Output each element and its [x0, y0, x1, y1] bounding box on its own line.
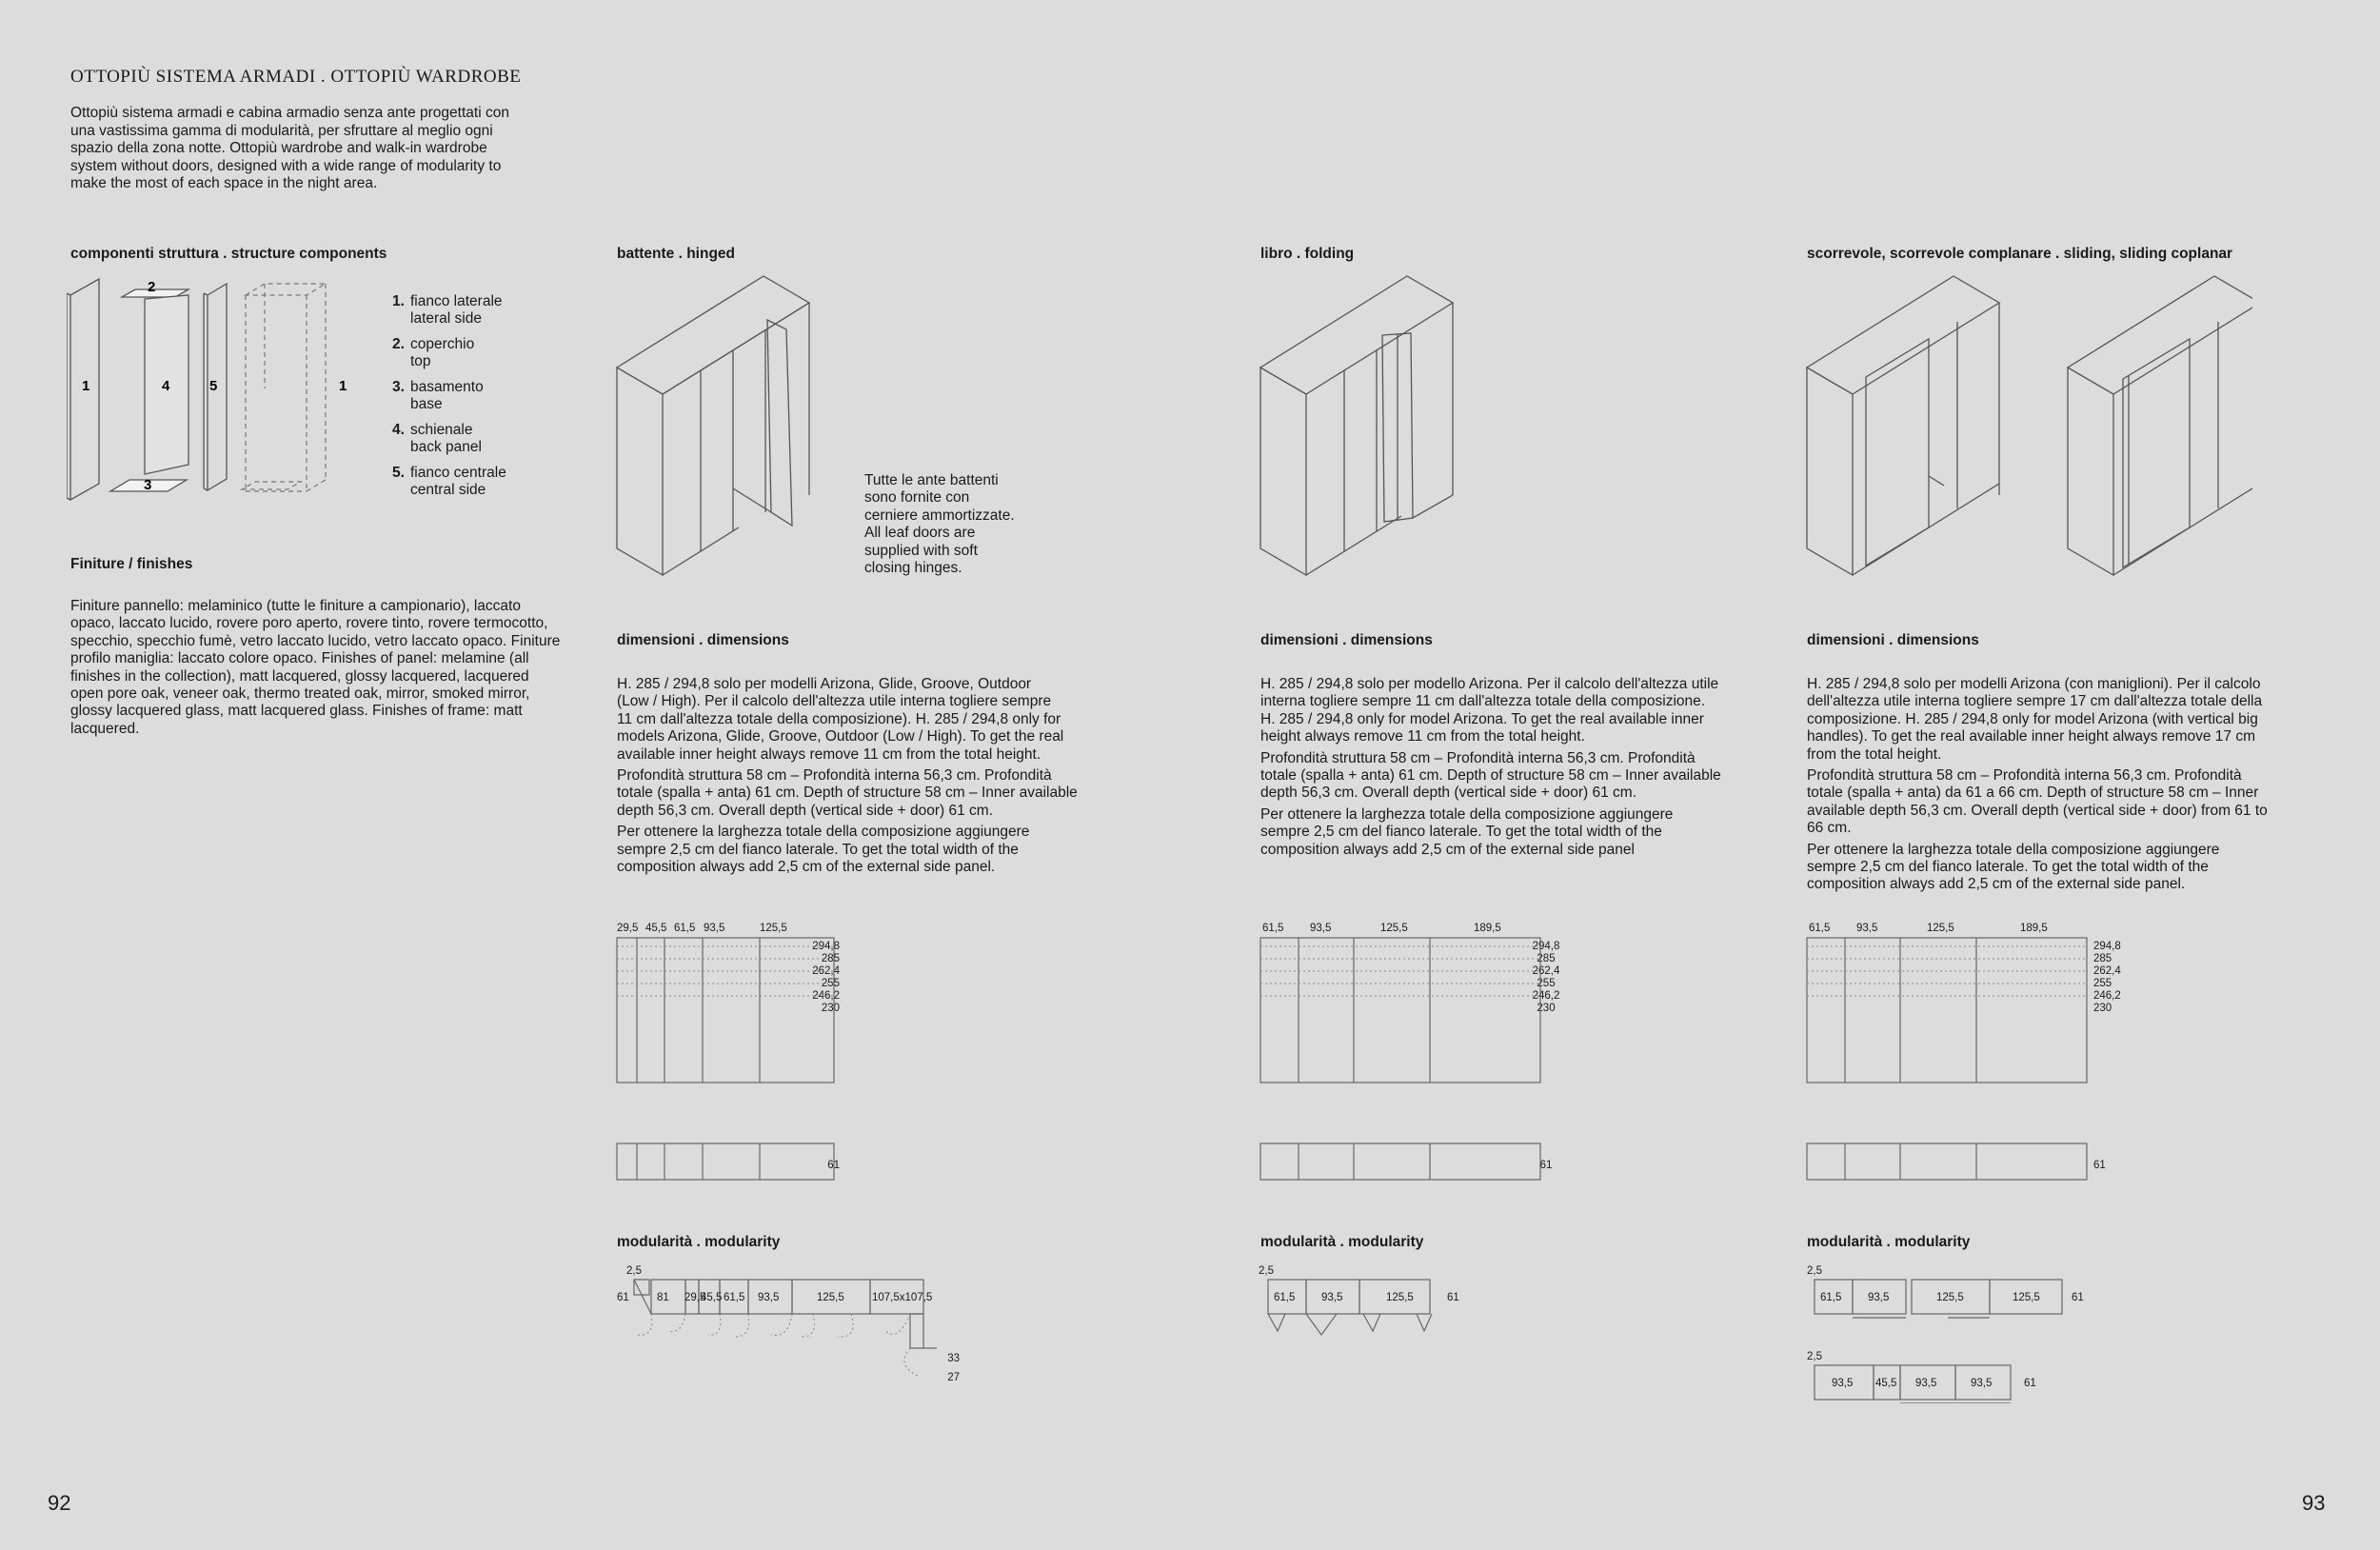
- depth-label: 61: [1539, 1160, 1553, 1171]
- sliding-heading: scorrevole, scorrevole complanare . sliding, sliding coplanar: [1807, 246, 2233, 262]
- height-label: 255: [2093, 978, 2112, 989]
- legend-item: 4. schienale back panel: [392, 422, 482, 455]
- intro-text: Ottopiù sistema armadi e cabina armadio senza ante progettati con una vastissima gamma di modularità, per sfruttare al meglio ogni spazio della zona notte. Ottopiù wardrobe and walk-in wardrobe system without doors, designed with a wide range of modularity to make the most of each space in the night area.: [70, 105, 509, 192]
- height-label: 230: [2093, 1003, 2112, 1014]
- height-label: 255: [821, 978, 840, 989]
- sliding-elevation-diagram: [1805, 917, 2148, 1188]
- mod-label: 61,5: [1274, 1292, 1296, 1303]
- height-label: 294,8: [1532, 941, 1560, 952]
- mod-label: 61,5: [724, 1292, 745, 1303]
- mod-label: 2,5: [1807, 1351, 1822, 1362]
- label-4: 4: [162, 378, 170, 394]
- mod-label: 61,5: [1820, 1292, 1842, 1303]
- label-3: 3: [144, 477, 152, 493]
- mod-label: 2,5: [1807, 1265, 1822, 1277]
- width-label: 61,5: [674, 923, 696, 934]
- structure-legend: [392, 293, 506, 507]
- mod-label: 107,5x107,5: [872, 1292, 933, 1303]
- height-label: 285: [821, 953, 840, 964]
- folding-elevation-diagram: [1259, 917, 1563, 1188]
- depth-label: 61: [2093, 1160, 2106, 1171]
- sliding-dimensions-text: H. 285 / 294,8 solo per modelli Arizona (con maniglioni). Per il calcolo dell'altezza utile interna togliere sempre 17 cm dall'altezza totale della composizione. H. 285 / 294,8 only for model Arizona (with vertical big handles). To get the real available inner height always remove 17 cm from the total height. Profondità struttura 58 cm – Profondità interna 56,3 cm. Profondità totale (spalla + anta) da 61 a 66 cm. Depth of structure 58 cm – Inner available depth 56,3 cm. Overall depth (vertical side + door) from 61 to 66 cm. Per ottenere la larghezza totale della composizione aggiungere sempre 2,5 cm del fianco laterale. To get the total width of the composition always add 2,5 cm of the external side panel.: [1807, 676, 2268, 893]
- page-number-left: 92: [48, 1491, 71, 1515]
- mod-label: 125,5: [817, 1292, 844, 1303]
- width-label: 93,5: [704, 923, 725, 934]
- hinged-dimensions-text: H. 285 / 294,8 solo per modelli Arizona, Glide, Groove, Outdoor (Low / High). Per il calcolo dell'altezza utile interna togliere sempre 11 cm dall'altezza totale della composizione). H. 285 / 294,8 only for models Arizona, Glide, Groove, Outdoor (Low / High). To get the real available inner height always remove 11 cm from the total height. Profondità struttura 58 cm – Profondità interna 56,3 cm. Profondità totale (spalla + anta) 61 cm. Depth of structure 58 cm – Inner available depth 56,3 cm. Overall depth (vertical side + door) 61 cm. Per ottenere la larghezza totale della composizione aggiungere sempre 2,5 cm del fianco laterale. To get the total width of the composition always add 2,5 cm of the external side panel.: [617, 676, 1078, 876]
- page-title: OTTOPIÙ SISTEMA ARMADI . OTTOPIÙ WARDROBE: [70, 67, 522, 87]
- folding-wardrobe-illustration: [1259, 274, 1458, 579]
- mod-label: 45,5: [701, 1292, 723, 1303]
- legend-item: 3. basamento base: [392, 379, 484, 412]
- mod-label: 93,5: [1832, 1378, 1854, 1389]
- sliding-modularity-diagram: [1803, 1261, 2117, 1403]
- label-2: 2: [148, 279, 156, 295]
- width-label: 125,5: [1927, 923, 1954, 934]
- hinged-wardrobe-illustration: [615, 274, 815, 579]
- height-label: 246,2: [2093, 990, 2121, 1002]
- folding-heading: libro . folding: [1260, 246, 1355, 262]
- height-label: 230: [821, 1003, 840, 1014]
- mod-label: 29,5: [684, 1292, 706, 1303]
- height-label: 285: [2093, 953, 2112, 964]
- sliding-dimensions-heading: dimensioni . dimensions: [1807, 632, 1979, 648]
- height-label: 255: [1537, 978, 1556, 989]
- height-label: 262,4: [812, 965, 840, 977]
- width-label: 125,5: [760, 923, 787, 934]
- mod-label: 125,5: [1936, 1292, 1964, 1303]
- height-label: 246,2: [1532, 990, 1560, 1002]
- height-label: 230: [1537, 1003, 1556, 1014]
- height-label: 262,4: [1532, 965, 1560, 977]
- hinged-modularity-heading: modularità . modularity: [617, 1234, 781, 1250]
- height-label: 246,2: [812, 990, 840, 1002]
- legend-item: 1. fianco laterale lateral side: [392, 293, 503, 327]
- mod-label: 93,5: [758, 1292, 780, 1303]
- mod-label: 45,5: [1875, 1378, 1897, 1389]
- label-1: 1: [82, 378, 90, 394]
- finishes-text: Finiture pannello: melaminico (tutte le finiture a campionario), laccato opaco, laccato lucido, rovere poro aperto, rovere tinto, rovere termocotto, specchio, specchio fumè, vetro laccato lucido, vetro laccato opaco. Finiture profilo maniglia: laccato colore opaco. Finishes of panel: melamine (all finishes in the collection), matt lacquered, glossy lacquered, lacquered open pore oak, veneer oak, thermo treated oak, mirror, smoked mirror, glossy lacquered glass, matt lacquered glass. Finishes of frame: matt lacquered.: [70, 598, 561, 737]
- hinged-dimensions-heading: dimensioni . dimensions: [617, 632, 789, 648]
- folding-modularity-heading: modularità . modularity: [1260, 1234, 1424, 1250]
- mod-label: 93,5: [1868, 1292, 1890, 1303]
- folding-modularity-diagram: [1257, 1261, 1466, 1337]
- structure-heading: componenti struttura . structure components: [70, 246, 387, 262]
- sliding-wardrobe-illustration: [1805, 274, 2252, 579]
- height-label: 294,8: [2093, 941, 2121, 952]
- finishes-heading: Finiture / finishes: [70, 556, 193, 572]
- mod-label: 93,5: [1321, 1292, 1343, 1303]
- structure-components-diagram: [67, 274, 352, 503]
- width-label: 93,5: [1856, 923, 1878, 934]
- width-label: 93,5: [1310, 923, 1332, 934]
- mod-label: 61: [2024, 1378, 2036, 1389]
- page-number-right: 93: [2302, 1491, 2326, 1515]
- mod-label: 61: [617, 1292, 629, 1303]
- mod-label: 61: [1447, 1292, 1459, 1303]
- hinged-modularity-diagram: [613, 1261, 984, 1394]
- width-label: 45,5: [645, 923, 667, 934]
- width-label: 189,5: [2020, 923, 2048, 934]
- height-label: 285: [1537, 953, 1556, 964]
- depth-label: 61: [827, 1160, 840, 1171]
- legend-item: 5. fianco centrale central side: [392, 465, 506, 498]
- mod-label: 2,5: [1259, 1265, 1274, 1277]
- mod-label: 93,5: [1971, 1378, 1993, 1389]
- width-label: 61,5: [1809, 923, 1831, 934]
- height-label: 262,4: [2093, 965, 2121, 977]
- width-label: 29,5: [617, 923, 639, 934]
- label-5: 5: [209, 378, 218, 394]
- width-label: 189,5: [1474, 923, 1501, 934]
- legend-item: 2. coperchio top: [392, 336, 475, 369]
- width-label: 125,5: [1380, 923, 1408, 934]
- folding-dimensions-text: H. 285 / 294,8 solo per modello Arizona. Per il calcolo dell'altezza utile interna togliere sempre 11 cm dall'altezza totale della composizione. H. 285 / 294,8 only for model Arizona. To get the real available inner height always remove 11 cm from the total height. Profondità struttura 58 cm – Profondità interna 56,3 cm. Profondità totale (spalla + anta) 61 cm. Depth of structure 58 cm – Inner available depth 56,3 cm. Overall depth (vertical side + door) 61 cm. Per ottenere la larghezza totale della composizione aggiungere sempre 2,5 cm del fianco laterale. To get the total width of the composition always add 2,5 cm of the external side panel: [1260, 676, 1721, 858]
- mod-label: 27: [947, 1372, 960, 1383]
- hinged-note: Tutte le ante battenti sono fornite con cerniere ammortizzate. All leaf doors are supplied with soft closing hinges.: [864, 472, 1015, 577]
- mod-label: 61: [2072, 1292, 2084, 1303]
- folding-dimensions-heading: dimensioni . dimensions: [1260, 632, 1433, 648]
- mod-label: 81: [657, 1292, 669, 1303]
- sliding-modularity-heading: modularità . modularity: [1807, 1234, 1971, 1250]
- mod-label: 2,5: [626, 1265, 642, 1277]
- mod-label: 125,5: [2013, 1292, 2040, 1303]
- label-1-right: 1: [339, 378, 347, 394]
- height-label: 294,8: [812, 941, 840, 952]
- mod-label: 33: [947, 1353, 960, 1364]
- width-label: 61,5: [1262, 923, 1284, 934]
- mod-label: 125,5: [1386, 1292, 1414, 1303]
- mod-label: 93,5: [1915, 1378, 1937, 1389]
- hinged-heading: battente . hinged: [617, 246, 735, 262]
- hinged-elevation-diagram: [615, 917, 843, 1188]
